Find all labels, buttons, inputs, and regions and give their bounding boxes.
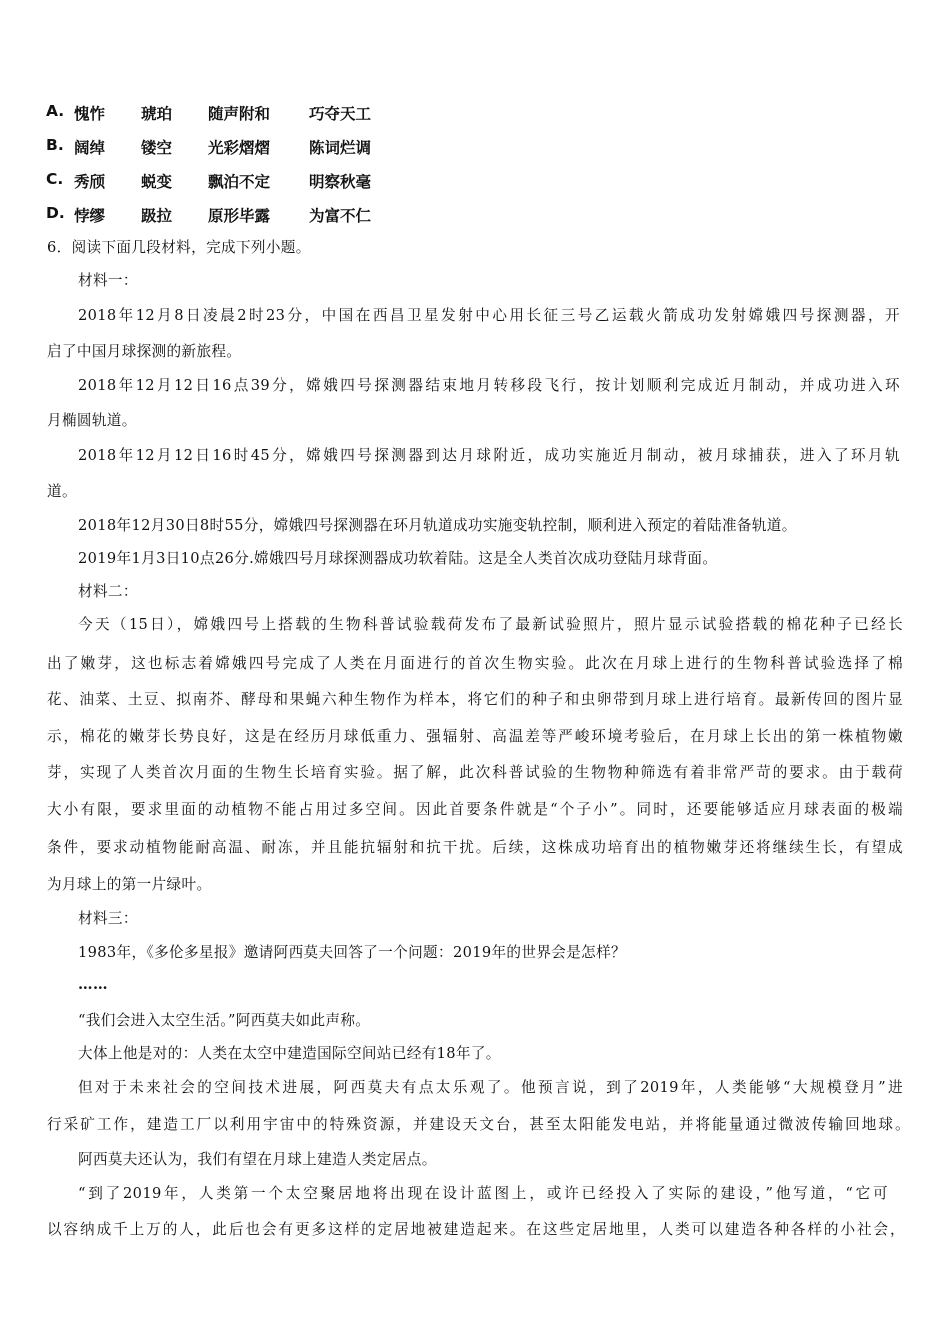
- option-word: 为富不仁: [309, 207, 372, 225]
- option-word: 随声附和: [208, 105, 271, 123]
- option-word: 悖缪: [74, 207, 106, 225]
- paragraph-line: 但对于未来社会的空间技术进展，阿西莫夫有点太乐观了。他预言说，到了2019年，人类能够“大规模登月”进: [78, 1079, 903, 1096]
- option-letter: D.: [46, 204, 65, 222]
- paragraph-line: 2018年12月12日16时45分，嫦娥四号探测器到达月球附近，成功实施近月制动，被月球捕获，进入了环月轨: [78, 447, 900, 464]
- option-word: 镂空: [141, 139, 173, 157]
- option-word: 秀颀: [74, 173, 106, 191]
- paragraph-line: 行采矿工作，建造工厂以利用宇宙中的特殊资源，并建设天文台，甚至太阳能发电站，并将能量通过微波传输回地球。: [47, 1116, 910, 1133]
- section-heading: 材料二：: [78, 583, 138, 600]
- paragraph-line: 为月球上的第一片绿叶。: [47, 876, 212, 893]
- paragraph-line: 阿西莫夫还认为，我们有望在月球上建造人类定居点。: [78, 1151, 437, 1168]
- option-letter: A.: [46, 102, 65, 120]
- paragraph-line: “到了2019年，人类第一个太空聚居地将出现在设计蓝图上，或许已经投入了实际的建设，”他写道，“它可: [78, 1185, 888, 1202]
- paragraph-line: 示，棉花的嫩芽长势良好，这是在经历月球低重力、强辐射、高温差等严峻环境考验后，在月球上长出的第一株植物嫩: [47, 728, 903, 745]
- paragraph-line: 芽，实现了人类首次月面的生物生长培育实验。据了解，此次科普试验的生物物种筛选有着非常严苛的要求。由于载荷: [47, 764, 903, 781]
- option-word: 飘泊不定: [208, 173, 271, 191]
- section-heading: 材料一：: [78, 272, 138, 289]
- option-word: 琥珀: [141, 105, 173, 123]
- paragraph-line: 条件，要求动植物能耐高温、耐冻，并且能抗辐射和抗干扰。后续，这株成功培育出的植物嫩芽还将继续生长，有望成: [47, 839, 903, 856]
- option-letter: B.: [46, 136, 64, 154]
- option-word: 明察秋毫: [309, 173, 372, 191]
- option-word: 趿拉: [141, 207, 173, 225]
- paragraph-line: 大体上他是对的：人类在太空中建造国际空间站已经有18年了。: [78, 1045, 501, 1062]
- paragraph-line: 大小有限，要求里面的动植物不能占用过多空间。因此首要条件就是“个子小”。同时，还要能够适应月球表面的极端: [47, 801, 903, 818]
- paragraph-line: 2019年1月3日10点26分.嫦娥四号月球探测器成功软着陆。这是全人类首次成功登陆月球背面。: [78, 550, 718, 567]
- paragraph-line: 1983年，《多伦多星报》邀请阿西莫夫回答了一个问题：2019年的世界会是怎样？: [78, 944, 626, 961]
- paragraph-line: “我们会进入太空生活。”阿西莫夫如此声称。: [78, 1012, 371, 1029]
- option-word: 光彩熠熠: [208, 139, 271, 157]
- paragraph-line: 花、油菜、土豆、拟南芥、酵母和果蝇六种生物作为样本，将它们的种子和虫卵带到月球上进行培育。最新传回的图片显: [47, 691, 903, 708]
- option-word: 阔绰: [74, 139, 106, 157]
- paragraph-line: 以容纳成千上万的人，此后也会有更多这样的定居地被建造起来。在这些定居地里，人类可以建造各种各样的小社会，: [47, 1221, 905, 1238]
- option-word: 原形毕露: [208, 207, 271, 225]
- section-heading: 材料三：: [78, 910, 138, 927]
- ellipsis: ……: [78, 976, 108, 993]
- option-word: 蜕变: [141, 173, 173, 191]
- paragraph-line: 2018年12月30日8时55分，嫦娥四号探测器在环月轨道成功实施变轨控制，顺利进入预定的着陆准备轨道。: [78, 517, 797, 534]
- option-word: 陈词烂调: [309, 139, 372, 157]
- paragraph-line: 启了中国月球探测的新旅程。: [47, 343, 242, 360]
- paragraph-line: 2018年12月8日凌晨2时23分，中国在西昌卫星发射中心用长征三号乙运载火箭成功发射嫦娥四号探测器，开: [78, 307, 900, 324]
- paragraph-line: 2018年12月12日16点39分，嫦娥四号探测器结束地月转移段飞行，按计划顺利完成近月制动，并成功进入环: [78, 377, 900, 394]
- option-letter: C.: [46, 170, 64, 188]
- question-stem: 6．阅读下面几段材料，完成下列小题。: [47, 239, 311, 256]
- paragraph-line: 道。: [47, 483, 77, 500]
- option-word: 愧怍: [74, 105, 106, 123]
- option-word: 巧夺天工: [309, 105, 372, 123]
- paragraph-line: 今天（15日），嫦娥四号上搭载的生物科普试验载荷发布了最新试验照片，照片显示试验搭载的棉花种子已经长: [78, 616, 903, 633]
- paragraph-line: 月椭圆轨道。: [47, 412, 137, 429]
- paragraph-line: 出了嫩芽，这也标志着嫦娥四号完成了人类在月面进行的首次生物实验。此次在月球上进行的生物科普试验选择了棉: [47, 655, 903, 672]
